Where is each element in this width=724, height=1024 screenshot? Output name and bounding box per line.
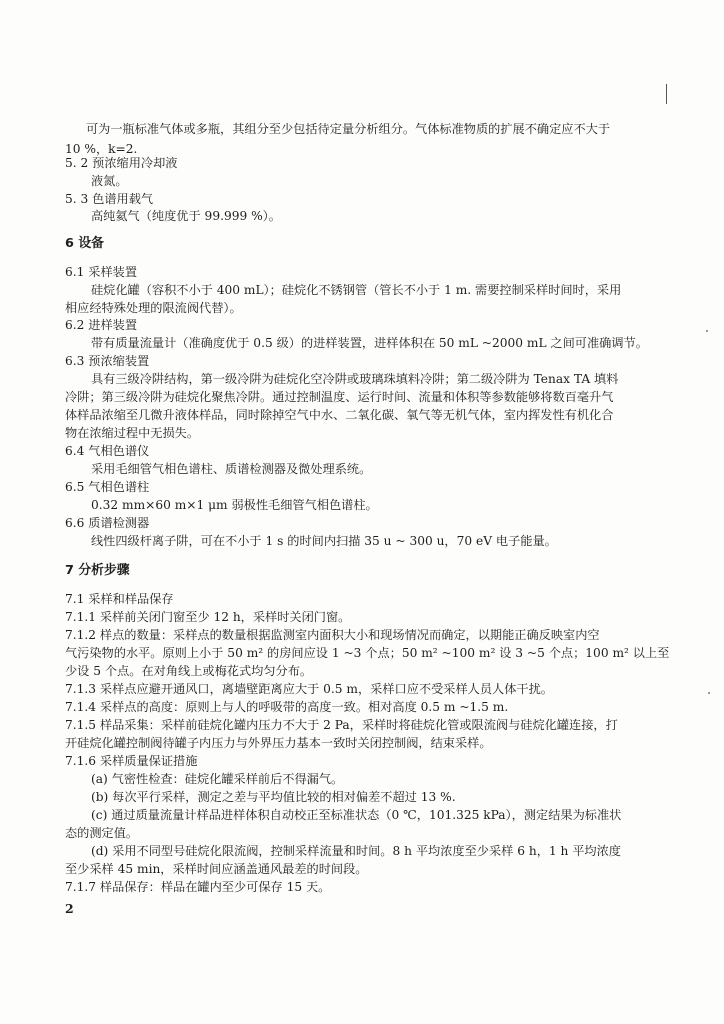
paragraph-line: 7.1.5 样品采集：采样前硅烷化罐内压力不大于 2 Pa，采样时将硅烷化管或限流阀与硅烷化罐连接，打 — [65, 718, 618, 732]
paragraph-line: 相应经特殊处理的限流阀代替）。 — [65, 301, 242, 315]
paragraph-line: 7.1.4 采样点的高度：原则上与人的呼吸带的高度一致。相对高度 0.5 m ~1.5 m. — [65, 700, 509, 714]
section-heading: 6.2 进样装置 — [65, 318, 138, 332]
list-item-continuation: 至少采样 45 min，采样时间应涵盖通风最差的时间段。 — [65, 862, 368, 876]
paragraph-line: 7.1.2 样点的数量：采样点的数量根据监测室内面积大小和现场情况而确定，以期能正确反映室内空 — [65, 628, 600, 642]
section-heading: 7.1 采样和样品保存 — [65, 592, 174, 606]
paragraph-line: 高纯氦气（纯度优于 99.999 %）。 — [91, 209, 281, 223]
paragraph-line: 7.1.1 采样前关闭门窗至少 12 h，采样时关闭门窗。 — [65, 610, 351, 624]
list-item-continuation: 态的测定值。 — [65, 826, 139, 840]
list-item: (c) 通过质量流量计样品进样体积自动校正至标准状态（0 ℃，101.325 kPa），测定结果为标准状 — [91, 808, 622, 822]
paragraph-line: 10 %，k=2. — [65, 142, 138, 156]
paragraph-line: 带有质量流量计（准确度优于 0.5 级）的进样装置，进样体积在 50 mL ~2000 mL 之间可准确调节。 — [91, 336, 648, 350]
paragraph-line: 7.1.3 采样点应避开通风口，离墙壁距离应大于 0.5 m，采样口应不受采样人员人体干扰。 — [65, 682, 553, 696]
section-heading: 5. 2 预浓缩用冷却液 — [65, 156, 178, 170]
chapter-heading: 7 分析步骤 — [65, 563, 130, 578]
section-heading: 7.1.6 采样质量保证措施 — [65, 754, 198, 768]
section-heading: 6.1 采样装置 — [65, 265, 138, 279]
paragraph-line: 具有三级冷阱结构，第一级冷阱为硅烷化空冷阱或玻璃珠填料冷阱；第二级冷阱为 Tenax TA 填料 — [91, 372, 619, 386]
list-item: (b) 每次平行采样，测定之差与平均值比较的相对偏差不超过 13 %. — [91, 790, 456, 804]
paragraph-line: 硅烷化罐（容积不小于 400 mL）；硅烷化不锈钢管（管长不小于 1 m. 需要控制采样时间时，采用 — [91, 283, 622, 297]
list-item: (a) 气密性检查：硅烷化罐采样前后不得漏气。 — [91, 772, 344, 786]
margin-mark — [666, 84, 667, 104]
paragraph-line: 少设 5 个点。在对角线上或梅花式均匀分布。 — [65, 664, 313, 678]
section-heading: 5. 3 色谱用载气 — [65, 192, 154, 206]
paragraph-line: 7.1.7 样品保存：样品在罐内至少可保存 15 天。 — [65, 880, 331, 894]
paragraph-line: 开硅烷化罐控制阀待罐子内压力与外界压力基本一致时关闭控制阀，结束采样。 — [65, 736, 492, 750]
scan-speck — [706, 330, 708, 332]
paragraph-line: 线性四级杆离子阱，可在不小于 1 s 的时间内扫描 35 u ~ 300 u，70 eV 电子能量。 — [91, 534, 557, 548]
paragraph-line: 0.32 mm×60 m×1 μm 弱极性毛细管气相色谱柱。 — [91, 498, 378, 512]
paragraph-line: 液氮。 — [91, 174, 128, 188]
paragraph-line: 体样品浓缩至几微升液体样品，同时除掉空气中水、二氧化碳、氧气等无机气体，室内挥发性有机化合 — [65, 408, 614, 422]
section-heading: 6.5 气相色谱柱 — [65, 480, 150, 494]
section-heading: 6.4 气相色谱仪 — [65, 444, 150, 458]
section-heading: 6.6 质谱检测器 — [65, 516, 150, 530]
page-number: 2 — [65, 901, 74, 916]
paragraph-line: 物在浓缩过程中无损失。 — [65, 426, 200, 440]
paragraph-line: 采用毛细管气相色谱柱、质谱检测器及微处理系统。 — [91, 462, 372, 476]
section-heading: 6.3 预浓缩装置 — [65, 354, 150, 368]
paragraph-line: 冷阱；第三级冷阱为硅烷化聚焦冷阱。通过控制温度、运行时间、流量和体积等参数能够将数百毫升气 — [65, 390, 614, 404]
paragraph-line: 可为一瓶标准气体或多瓶，其组分至少包括待定量分析组分。气体标准物质的扩展不确定应不大于 — [86, 122, 611, 136]
scan-speck — [708, 692, 710, 694]
paragraph-line: 气污染物的水平。原则上小于 50 m² 的房间应设 1 ~3 个点；50 m² ~100 m² 设 3 ~5 个点；100 m² 以上至 — [65, 646, 670, 660]
list-item: (d) 采用不同型号硅烷化限流阀，控制采样流量和时间。8 h 平均浓度至少采样 6 h，1 h 平均浓度 — [91, 844, 621, 858]
chapter-heading: 6 设备 — [65, 236, 104, 251]
